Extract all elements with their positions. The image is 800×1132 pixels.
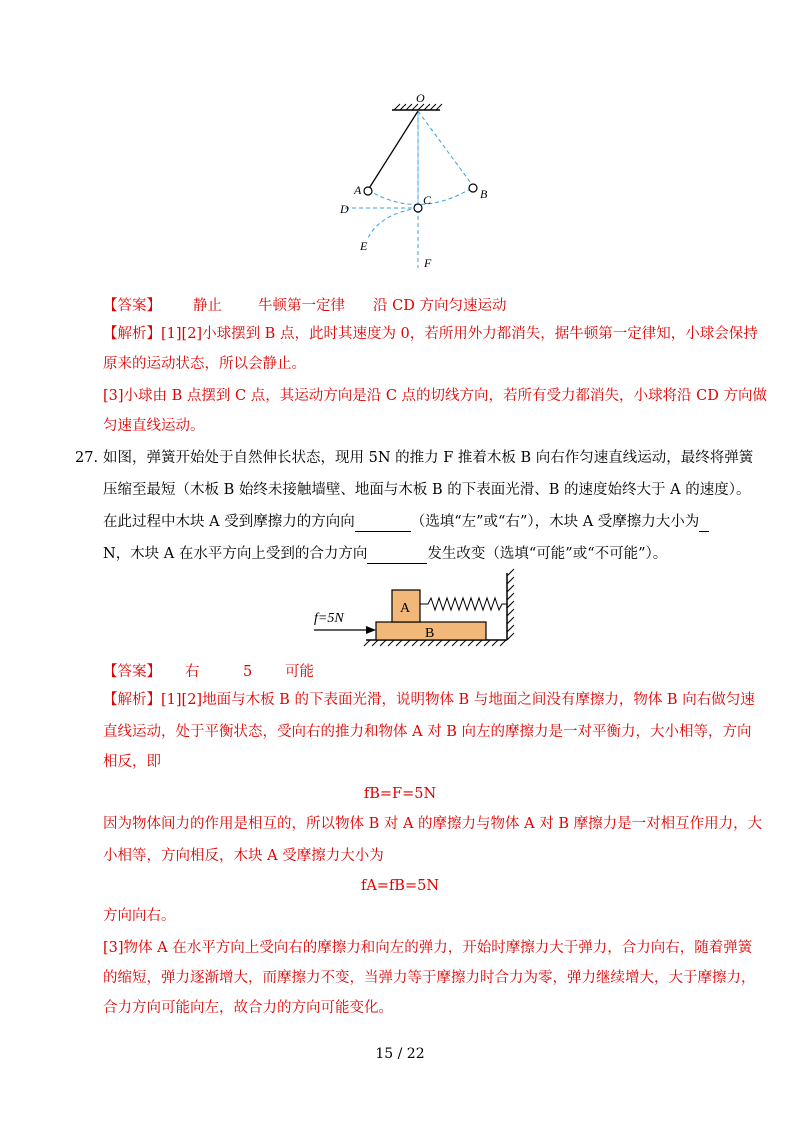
analysis-line: 因为物体间力的作用是相互的，所以物体 B 对 A 的摩擦力与物体 A 对 B 摩擦力是一对相互作用力，大: [103, 816, 763, 832]
answer-3: 沿 CD 方向匀速运动: [373, 298, 507, 314]
analysis-line: [103, 324, 758, 344]
label-o: O: [416, 91, 425, 105]
q27-answer-line: [103, 662, 314, 682]
pendulum-figure: [330, 90, 490, 270]
blank-3: [367, 547, 427, 564]
question-text: （选填“左”或“右”），木块 A 受摩擦力大小为: [410, 514, 700, 530]
answer-1: 静止: [193, 298, 222, 314]
answer-tag: 【答案】: [103, 664, 161, 680]
question-line: [103, 544, 667, 564]
analysis-line: 匀速直线运动。: [103, 418, 205, 434]
analysis-line: 直线运动，处于平衡状态，受向右的推力和物体 A 对 B 向左的摩擦力是一对平衡力，大小相等，方向: [103, 724, 752, 740]
label-b: B: [480, 187, 488, 201]
question-line: 如图，弹簧开始处于自然伸长状态，现用 5N 的推力 F 推着木板 B 向右作匀速直线运动，最终将弹簧: [103, 450, 754, 466]
analysis-line: 原来的运动状态，所以会静止。: [103, 356, 306, 372]
equation-2: fA=fB=5N: [360, 878, 440, 894]
blank-2: [699, 515, 709, 532]
blank-1: [355, 515, 411, 532]
block-b-label: B: [425, 626, 435, 641]
question-line: [103, 512, 709, 532]
answer-3: 可能: [285, 664, 314, 680]
label-e: E: [360, 239, 368, 253]
analysis-tag: 【解析】: [103, 326, 161, 342]
analysis-line: [3]物体 A 在水平方向上受向右的摩擦力和向左的弹力，开始时摩擦力大于弹力，合力向右，随着弹簧: [103, 940, 753, 956]
analysis-text: [1][2]地面与木板 B 的下表面光滑，说明物体 B 与地面之间没有摩擦力，物体 B 向右做匀速: [161, 692, 755, 708]
label-a: A: [354, 183, 362, 197]
analysis-line: 方向向右。: [103, 908, 176, 924]
page-number: 15 / 22: [375, 1046, 425, 1062]
answer-tag: 【答案】: [103, 298, 161, 314]
answer-2: 5: [243, 664, 253, 680]
question-text: 发生改变（选填“可能”或“不可能”）。: [427, 546, 668, 562]
q26-answer-line: [103, 296, 507, 316]
analysis-line: [3]小球由 B 点摆到 C 点，其运动方向是沿 C 点的切线方向，若所有受力都消失，小球将沿 CD 方向做: [103, 388, 767, 404]
label-d: D: [340, 202, 349, 216]
analysis-line: 的缩短，弹力逐渐增大，而摩擦力不变，当弹力等于摩擦力时合力为零，弹力继续增大，大于摩擦力，: [103, 970, 756, 986]
analysis-line: [103, 690, 755, 710]
answer-2: 牛顿第一定律: [258, 298, 345, 314]
analysis-line: 小相等，方向相反，木块 A 受摩擦力大小为: [103, 848, 384, 864]
question-text: 在此过程中木块 A 受到摩擦力的方向向: [103, 514, 355, 530]
question-line: 压缩至最短（木板 B 始终未接触墙壁、地面与木板 B 的下表面光滑、B 的速度始终大于 A 的速度）。: [103, 482, 751, 498]
analysis-line: 相反，即: [103, 754, 161, 770]
question-text: N，木块 A 在水平方向上受到的合力方向: [103, 546, 368, 562]
analysis-text: [1][2]小球摆到 B 点，此时其速度为 0，若所用外力都消失，据牛顿第一定律知，小球会保持: [161, 326, 758, 342]
force-label: f=5N: [314, 611, 344, 626]
answer-1: 右: [185, 664, 200, 680]
block-a-label: A: [400, 601, 411, 616]
analysis-line: 合力方向可能向左，故合力的方向可能变化。: [103, 1000, 393, 1016]
label-f: F: [424, 256, 432, 270]
label-c: C: [423, 193, 432, 207]
spring-block-figure: [300, 568, 530, 653]
analysis-tag: 【解析】: [103, 692, 161, 708]
q27-number: 27.: [75, 450, 99, 466]
equation-1: fB=F=5N: [363, 786, 437, 802]
